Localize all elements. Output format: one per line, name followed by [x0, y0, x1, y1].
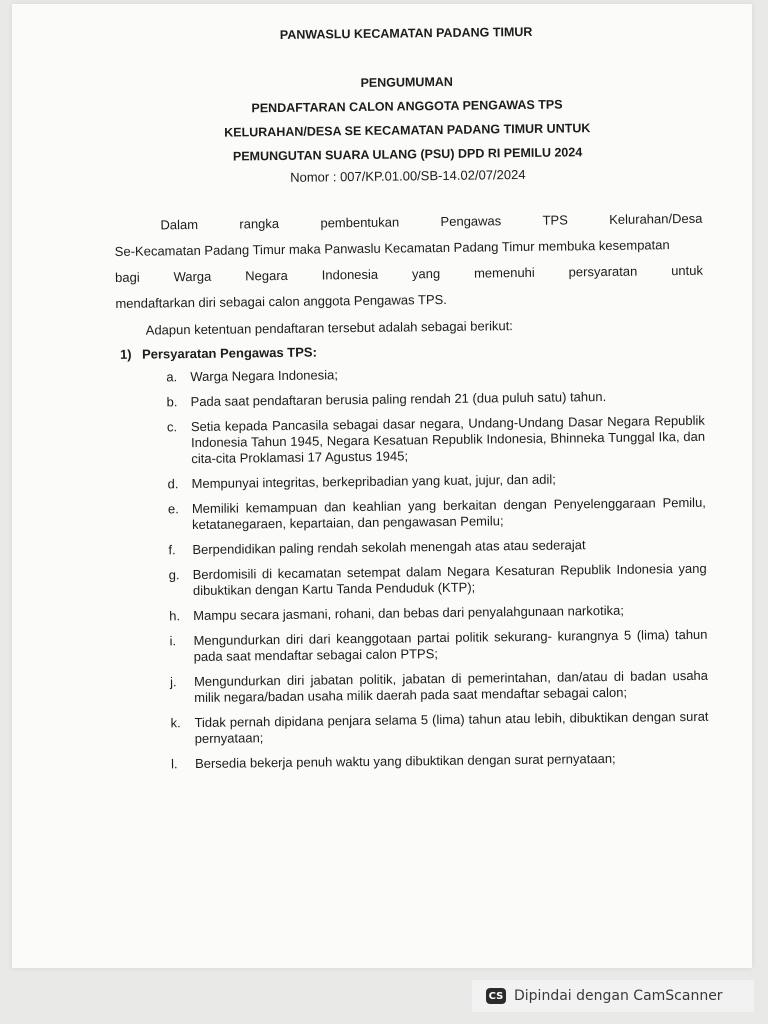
- item-text: Setia kepada Pancasila sebagai dasar negara, Undang-Undang Dasar Negara Republik Indonesia Tahun 1945, Negara Kesatuan Republik Indonesia, Bhinneka Tunggal Ika, dan cita-cita Proklamasi 17 Agustus 1945;: [190, 412, 706, 467]
- intro-word: memenuhi: [473, 264, 535, 281]
- list-item: [170, 668, 708, 707]
- item-text: Mengundurkan diri jabatan politik, jabatan di pemerintahan, dan/atau di badan usaha milik negara/badan usaha milik daerah pada saat mendaftar sebagai calon;: [193, 667, 709, 706]
- list-item: [167, 413, 706, 468]
- intro-paragraph: [114, 206, 703, 317]
- intro-word: Indonesia: [321, 266, 379, 283]
- item-letter: h.: [169, 608, 181, 624]
- intro-word: TPS: [542, 212, 568, 228]
- item-text: Mempunyai integritas, berkepribadian yang kuat, jujur, dan adil;: [191, 471, 556, 492]
- item-letter: d.: [167, 476, 179, 492]
- intro-word: Negara: [245, 267, 288, 284]
- title-line-3: KELURAHAN/DESA SE KECAMATAN PADANG TIMUR UNTUK: [224, 121, 591, 140]
- item-text: Mengundurkan diri dari keanggotaan partai politik sekurang- kurangnya 5 (lima) tahun pada saat mendaftar sebagai calon PTPS;: [193, 626, 708, 665]
- title-line-4: PEMUNGUTAN SUARA ULANG (PSU) DPD RI PEMILU 2024: [232, 145, 583, 164]
- section-number: 1): [119, 346, 132, 362]
- intro-line-4: mendaftarkan diri sebagai calon anggota Pengawas TPS.: [115, 291, 447, 311]
- camscanner-watermark: [472, 980, 754, 1012]
- item-letter: k.: [170, 715, 181, 731]
- item-letter: g.: [168, 567, 180, 583]
- item-letter: b.: [166, 394, 178, 410]
- intro-word: yang: [411, 266, 441, 282]
- item-letter: f.: [168, 542, 176, 558]
- list-item: [171, 750, 709, 773]
- watermark-text: Dipindai dengan CamScanner: [514, 988, 723, 1004]
- intro-word: bagi: [114, 269, 140, 285]
- intro-word: rangka: [239, 215, 280, 232]
- requirements-list: [116, 363, 709, 773]
- item-text: Bersedia bekerja penuh waktu yang dibuktikan dengan surat pernyataan;: [194, 750, 616, 772]
- item-text: Pada saat pendaftaran berusia paling rendah 21 (dua puluh satu) tahun.: [190, 388, 607, 410]
- item-letter: l.: [170, 756, 178, 772]
- list-item: [170, 709, 708, 748]
- list-item: [169, 561, 707, 600]
- organization-heading: PANWASLU KECAMATAN PADANG TIMUR: [279, 24, 533, 42]
- section-title: Persyaratan Pengawas TPS:: [141, 344, 317, 362]
- item-letter: a.: [166, 369, 178, 385]
- list-item: [167, 388, 705, 411]
- intro-word: Pengawas: [440, 213, 502, 230]
- announcement-content: [112, 19, 709, 782]
- intro-word: Kelurahan/Desa: [609, 210, 703, 227]
- list-item: [169, 627, 707, 666]
- document-page: [12, 4, 752, 968]
- item-text: Warga Negara Indonesia;: [190, 367, 339, 385]
- item-letter: i.: [169, 633, 177, 649]
- item-text: Mampu secara jasmani, rohani, dan bebas dari penyalahgunaan narkotika;: [193, 602, 624, 624]
- item-text: Berdomisili di kecamatan setempat dalam Negara Kesaturan Republik Indonesia yang dibuktikan dengan Kartu Tanda Penduduk (KTP);: [192, 560, 707, 599]
- intro-line-5: Adapun ketentuan pendaftaran tersebut adalah sebagai berikut:: [145, 318, 513, 338]
- item-text: Tidak pernah dipidana penjara selama 5 (lima) tahun atau lebih, dibuktikan dengan surat pernyataan;: [194, 708, 709, 747]
- list-item: [168, 536, 706, 559]
- list-item: [168, 470, 706, 493]
- title-line-2: PENDAFTARAN CALON ANGGOTA PENGAWAS TPS: [251, 97, 563, 116]
- intro-line-2: Se-Kecamatan Padang Timur maka Panwaslu Kecamatan Padang Timur membuka kesempatan: [114, 237, 670, 259]
- intro-word: Dalam: [160, 216, 199, 233]
- list-item: [168, 495, 706, 534]
- section-heading: [120, 340, 704, 362]
- list-item: [166, 363, 704, 386]
- intro-word: pembentukan: [320, 214, 400, 231]
- item-text: Berpendidikan paling rendah sekolah menengah atas atau sederajat: [192, 537, 586, 558]
- title-line-1: PENGUMUMAN: [360, 74, 453, 90]
- intro-word: untuk: [671, 262, 704, 279]
- list-item: [169, 602, 707, 625]
- document-number: Nomor : 007/KP.01.00/SB-14.02/07/2024: [290, 166, 526, 185]
- intro-word: persyaratan: [568, 263, 638, 280]
- intro-word: Warga: [173, 268, 212, 285]
- item-letter: j.: [169, 674, 177, 690]
- item-letter: e.: [167, 501, 179, 517]
- item-text: Memiliki kemampuan dan keahlian yang berkaitan dengan Penyelenggaraan Pemilu, ketatanegaraen, kepartaian, dan pengawasan Pemilu;: [191, 494, 706, 533]
- item-letter: c.: [166, 419, 178, 435]
- camscanner-logo-icon: CS: [486, 988, 506, 1004]
